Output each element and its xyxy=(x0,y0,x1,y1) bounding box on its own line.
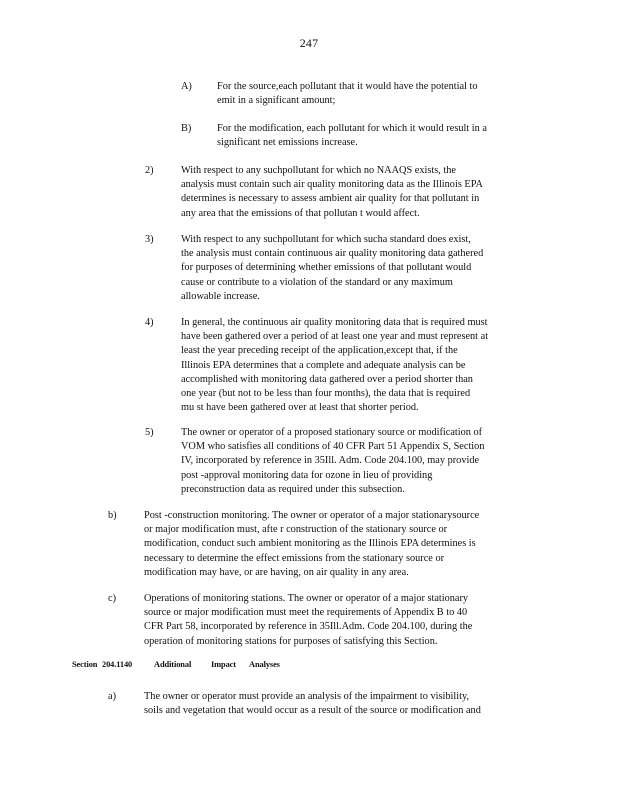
item-label: 3) xyxy=(145,234,154,245)
item-label: b) xyxy=(108,510,117,521)
text-line: preconstruction data as required under this subsection. xyxy=(181,483,405,495)
section-number: 204.1140 xyxy=(102,660,133,669)
text-line: Post -construction monitoring. The owner or operator of a major stationarysource xyxy=(144,510,480,521)
text-line: The owner or operator must provide an analysis of the impairment to visibility, xyxy=(144,691,470,702)
text-line: operation of monitoring stations for purposes of satisfying this Section. xyxy=(144,635,438,647)
item-text xyxy=(217,122,533,150)
item-label: c) xyxy=(108,593,116,604)
text-line: For the modification, each pollutant for which it would result in a xyxy=(217,123,487,134)
text-line: post -approval monitoring data for ozone in lieu of providing xyxy=(181,469,433,481)
text-line: soils and vegetation that would occur as a result of the source or modification and xyxy=(144,705,481,717)
item-label: 5) xyxy=(145,427,154,438)
text-line: the analysis must contain continuous air quality monitoring data gathered xyxy=(181,248,484,260)
section-heading xyxy=(72,660,280,669)
item-text xyxy=(144,592,530,649)
item-label: a) xyxy=(108,691,116,702)
text-line: least the year preceding receipt of the application,except that, if the xyxy=(181,345,458,357)
text-line: With respect to any suchpollutant for which sucha standard does exist, xyxy=(181,234,471,245)
text-line: emit in a significant amount; xyxy=(217,95,336,107)
text-line: for purposes of determining whether emissions of that pollutant would xyxy=(181,262,472,274)
text-line: source or major modification must meet the requirements of Appendix B to 40 xyxy=(144,607,468,619)
item-text xyxy=(181,233,533,304)
text-line: modification may have, or are having, on air quality in any area. xyxy=(144,566,409,578)
text-line: have been gathered over a period of at least one year and must represent at xyxy=(181,331,489,343)
text-line: VOM who satisfies all conditions of 40 CFR Part 51 Appendix S, Section xyxy=(181,441,485,453)
text-line: necessary to determine the effect emissions from the stationary source or xyxy=(144,552,445,564)
text-line: mu st have been gathered over at least that shorter period. xyxy=(181,402,419,414)
text-line: significant net emissions increase. xyxy=(217,137,358,149)
text-line: or major modification must, afte r construction of the stationary source or xyxy=(144,524,448,536)
item-label: A) xyxy=(181,81,192,92)
item-text xyxy=(181,316,543,415)
section-label: Section xyxy=(72,660,98,669)
text-line: one year (but not to be less than four months), the data that is required xyxy=(181,388,471,400)
text-line: analysis must contain such air quality monitoring data as the Illinois EPA xyxy=(181,179,483,191)
text-line: Operations of monitoring stations. The owner or operator of a major stationary xyxy=(144,593,469,604)
item-label: B) xyxy=(181,123,192,134)
text-line: any area that the emissions of that pollutan t would affect. xyxy=(181,207,420,219)
item-text xyxy=(217,80,523,108)
text-line: The owner or operator of a proposed stationary source or modification of xyxy=(181,427,483,438)
item-label: 4) xyxy=(145,317,154,328)
text-line: allowable increase. xyxy=(181,290,260,302)
text-line: With respect to any suchpollutant for which no NAAQS exists, the xyxy=(181,165,456,176)
text-line: CFR Part 58, incorporated by reference in 35Ill.Adm. Code 204.100, during the xyxy=(144,621,473,633)
text-line: modification, conduct such ambient monitoring as the Illinois EPA determines is xyxy=(144,538,476,550)
section-title-word: Analyses xyxy=(249,660,280,669)
item-label: 2) xyxy=(145,165,154,176)
text-line: Illinois EPA determines that a complete and adequate analysis can be xyxy=(181,359,466,371)
item-text xyxy=(144,690,538,718)
text-line: cause or contribute to a violation of the standard or any maximum xyxy=(181,276,453,288)
item-text xyxy=(181,426,537,497)
text-line: IV, incorporated by reference in 35Ill. Adm. Code 204.100, may provide xyxy=(181,455,480,467)
text-line: accomplished with monitoring data gathered over a period shorter than xyxy=(181,373,473,385)
text-line: For the source,each pollutant that it would have the potential to xyxy=(217,81,478,92)
text-line: determines is necessary to assess ambient air quality for that pollutant in xyxy=(181,193,480,205)
text-line: In general, the continuous air quality monitoring data that is required must xyxy=(181,317,488,328)
section-title-word: Additional xyxy=(154,660,192,669)
item-text xyxy=(144,509,538,580)
page-number: 247 xyxy=(299,36,319,50)
item-text xyxy=(181,164,533,221)
section-title-word: Impact xyxy=(211,660,236,669)
